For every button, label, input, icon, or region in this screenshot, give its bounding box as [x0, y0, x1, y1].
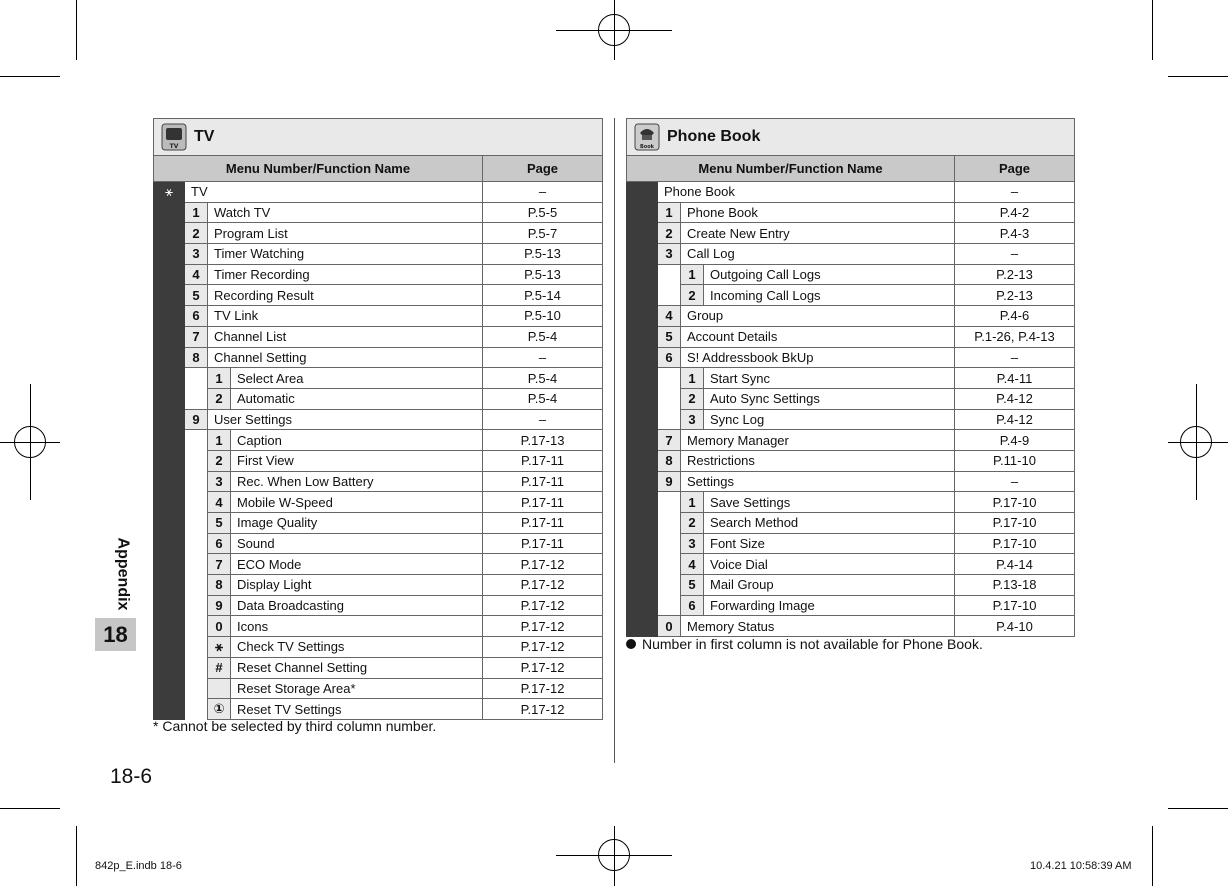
table-row	[154, 471, 603, 492]
page-ref: P.4-10	[955, 616, 1075, 637]
menu-number: 2	[681, 513, 704, 534]
table-row	[154, 368, 603, 389]
side-band	[627, 347, 658, 368]
side-band	[627, 430, 658, 451]
side-band	[154, 533, 185, 554]
function-name: Watch TV	[208, 202, 483, 223]
menu-number: 4	[658, 306, 681, 327]
side-band	[627, 244, 658, 265]
indent-cell	[185, 616, 208, 637]
indent-cell	[185, 388, 208, 409]
function-name: Incoming Call Logs	[704, 285, 955, 306]
indent-cell	[658, 575, 681, 596]
menu-number: 1	[658, 202, 681, 223]
menu-number: 3	[208, 471, 231, 492]
function-name: Group	[681, 306, 955, 327]
page-ref: P.17-10	[955, 595, 1075, 616]
function-name: Image Quality	[231, 513, 483, 534]
page-ref: P.2-13	[955, 264, 1075, 285]
table-row	[627, 285, 1075, 306]
menu-number: 7	[658, 430, 681, 451]
page-number: 18-6	[110, 765, 153, 788]
function-name: Reset TV Settings	[231, 699, 483, 720]
col-header-page: Page	[955, 156, 1075, 182]
side-band	[627, 575, 658, 596]
function-name: Display Light	[231, 575, 483, 596]
menu-number: 3	[681, 409, 704, 430]
function-name: Data Broadcasting	[231, 595, 483, 616]
menu-number: 4	[208, 492, 231, 513]
function-name: Reset Storage Area*	[231, 678, 483, 699]
footer-left: 842p_E.indb 18-6	[95, 860, 182, 872]
tv-footnote: * Cannot be selected by third column number.	[153, 718, 437, 734]
function-name: Automatic	[231, 388, 483, 409]
menu-number: 7	[185, 326, 208, 347]
indent-cell	[185, 471, 208, 492]
function-name: Auto Sync Settings	[704, 388, 955, 409]
page-ref: –	[955, 347, 1075, 368]
page-ref: P.17-12	[483, 554, 603, 575]
menu-number: 6	[681, 595, 704, 616]
table-row	[154, 699, 603, 720]
indent-cell	[658, 533, 681, 554]
function-name: S! Addressbook BkUp	[681, 347, 955, 368]
menu-number: 4	[185, 264, 208, 285]
function-name: Mobile W-Speed	[231, 492, 483, 513]
side-band	[627, 409, 658, 430]
table-row	[154, 450, 603, 471]
table-row	[154, 637, 603, 658]
section-label-text: Appendix	[114, 537, 132, 611]
table-row	[627, 202, 1075, 223]
indent-cell	[658, 513, 681, 534]
indent-cell	[658, 368, 681, 389]
table-row	[627, 223, 1075, 244]
function-name: Timer Watching	[208, 244, 483, 265]
function-name: Phone Book	[658, 182, 955, 203]
page-ref: P.17-12	[483, 657, 603, 678]
menu-number: 3	[681, 533, 704, 554]
table-row	[154, 244, 603, 265]
page-ref: P.5-4	[483, 326, 603, 347]
table-row	[627, 244, 1075, 265]
indent-cell	[658, 409, 681, 430]
page-ref: P.4-2	[955, 202, 1075, 223]
menu-number: 2	[208, 388, 231, 409]
side-band	[154, 616, 185, 637]
page-ref: P.4-11	[955, 368, 1075, 389]
function-name: Restrictions	[681, 450, 955, 471]
page-ref: P.5-4	[483, 368, 603, 389]
menu-number: 5	[208, 513, 231, 534]
side-band	[154, 409, 185, 430]
table-row	[627, 492, 1075, 513]
side-band	[627, 450, 658, 471]
side-band	[154, 513, 185, 534]
page-ref: P.17-12	[483, 699, 603, 720]
tv-icon	[160, 122, 188, 152]
table-row	[154, 223, 603, 244]
function-name: Memory Manager	[681, 430, 955, 451]
chapter-tab: 18	[95, 618, 136, 651]
table-row	[627, 471, 1075, 492]
menu-number: 1	[681, 264, 704, 285]
table-row	[154, 492, 603, 513]
page-ref: P.5-13	[483, 244, 603, 265]
table-row	[154, 388, 603, 409]
indent-cell	[185, 368, 208, 389]
side-band	[154, 326, 185, 347]
indent-cell	[185, 554, 208, 575]
table-row	[627, 575, 1075, 596]
page-ref: –	[483, 347, 603, 368]
indent-cell	[185, 492, 208, 513]
page-ref: P.5-4	[483, 388, 603, 409]
page-ref: P.17-11	[483, 471, 603, 492]
menu-number	[208, 678, 231, 699]
side-band	[627, 616, 658, 637]
tv-menu-table	[153, 118, 603, 734]
page-ref: –	[955, 244, 1075, 265]
side-band	[154, 637, 185, 658]
side-band: ⚹	[154, 182, 185, 203]
table-row	[627, 595, 1075, 616]
menu-number: 1	[185, 202, 208, 223]
table-row	[154, 575, 603, 596]
menu-number: 1	[208, 430, 231, 451]
function-name: User Settings	[208, 409, 483, 430]
table-row	[154, 616, 603, 637]
page-ref: P.17-11	[483, 513, 603, 534]
side-band	[154, 595, 185, 616]
table-row	[627, 264, 1075, 285]
indent-cell	[658, 264, 681, 285]
menu-number: 5	[185, 285, 208, 306]
page-ref: P.17-12	[483, 678, 603, 699]
side-band	[627, 388, 658, 409]
page-ref: P.17-11	[483, 533, 603, 554]
function-name: Check TV Settings	[231, 637, 483, 658]
tv-title-bar	[153, 118, 603, 155]
side-band	[154, 388, 185, 409]
function-name: Settings	[681, 471, 955, 492]
function-name: Phone Book	[681, 202, 955, 223]
page-ref: P.17-10	[955, 533, 1075, 554]
page-ref: P.17-12	[483, 575, 603, 596]
table-row	[627, 554, 1075, 575]
page-ref: P.2-13	[955, 285, 1075, 306]
page-ref: –	[955, 471, 1075, 492]
page-ref: P.4-9	[955, 430, 1075, 451]
side-band	[627, 471, 658, 492]
menu-number: 2	[681, 388, 704, 409]
indent-cell	[185, 637, 208, 658]
menu-number: 8	[185, 347, 208, 368]
side-band	[154, 347, 185, 368]
footer-right: 10.4.21 10:58:39 AM	[1030, 860, 1132, 872]
page-ref: P.5-14	[483, 285, 603, 306]
indent-cell	[658, 554, 681, 575]
table-row	[627, 450, 1075, 471]
function-name: ECO Mode	[231, 554, 483, 575]
side-band	[154, 471, 185, 492]
table-row	[154, 513, 603, 534]
function-name: TV	[185, 182, 483, 203]
table-row	[627, 388, 1075, 409]
side-band	[154, 430, 185, 451]
side-band	[154, 264, 185, 285]
table-row	[154, 285, 603, 306]
page-ref: P.17-11	[483, 450, 603, 471]
col-header-page: Page	[483, 156, 603, 182]
page-ref: P.4-3	[955, 223, 1075, 244]
page-ref: P.4-12	[955, 388, 1075, 409]
side-band	[627, 182, 658, 203]
table-row	[154, 533, 603, 554]
table-row	[627, 409, 1075, 430]
table-row	[154, 202, 603, 223]
function-name: Sound	[231, 533, 483, 554]
table-row	[154, 326, 603, 347]
side-band	[627, 285, 658, 306]
function-name: Recording Result	[208, 285, 483, 306]
menu-number: 5	[681, 575, 704, 596]
side-band	[154, 306, 185, 327]
page-ref: P.5-5	[483, 202, 603, 223]
page-ref: P.17-12	[483, 595, 603, 616]
function-name: Save Settings	[704, 492, 955, 513]
table-row	[627, 347, 1075, 368]
phonebook-table	[626, 155, 1075, 637]
side-band	[627, 533, 658, 554]
page-ref: –	[955, 182, 1075, 203]
indent-cell	[185, 450, 208, 471]
function-name: Sync Log	[704, 409, 955, 430]
menu-number: 5	[658, 326, 681, 347]
function-name: Forwarding Image	[704, 595, 955, 616]
side-band	[154, 678, 185, 699]
table-row	[154, 657, 603, 678]
side-band	[627, 368, 658, 389]
page-ref: –	[483, 182, 603, 203]
table-row	[154, 554, 603, 575]
svg-text:TV: TV	[169, 143, 179, 150]
indent-cell	[185, 699, 208, 720]
col-header-name: Menu Number/Function Name	[627, 156, 955, 182]
bullet-icon	[626, 639, 636, 649]
side-band	[627, 202, 658, 223]
menu-number: 3	[658, 244, 681, 265]
menu-number: 9	[658, 471, 681, 492]
function-name: Search Method	[704, 513, 955, 534]
function-name: Font Size	[704, 533, 955, 554]
function-name: Voice Dial	[704, 554, 955, 575]
phonebook-title: Phone Book	[667, 128, 761, 145]
menu-number: 2	[681, 285, 704, 306]
tv-table	[153, 155, 603, 720]
table-row	[154, 182, 603, 203]
function-name: Rec. When Low Battery	[231, 471, 483, 492]
menu-number: 2	[208, 450, 231, 471]
menu-number: 1	[208, 368, 231, 389]
menu-number: 0	[208, 616, 231, 637]
page-ref: P.1-26, P.4-13	[955, 326, 1075, 347]
table-row	[627, 430, 1075, 451]
phonebook-title-bar	[626, 118, 1075, 155]
menu-number: 4	[681, 554, 704, 575]
indent-cell	[658, 388, 681, 409]
page-ref: P.5-13	[483, 264, 603, 285]
side-band	[154, 699, 185, 720]
menu-number: 8	[658, 450, 681, 471]
side-band	[627, 306, 658, 327]
function-name: Memory Status	[681, 616, 955, 637]
page-ref: P.5-7	[483, 223, 603, 244]
menu-number: #	[208, 657, 231, 678]
phonebook-note-text: Number in first column is not available for Phone Book.	[642, 636, 983, 652]
indent-cell	[658, 285, 681, 306]
phonebook-footnote	[626, 636, 983, 652]
table-row	[154, 306, 603, 327]
page-ref: P.17-12	[483, 637, 603, 658]
table-row	[627, 513, 1075, 534]
menu-number: 2	[185, 223, 208, 244]
side-band	[154, 575, 185, 596]
side-band	[627, 554, 658, 575]
page-ref: –	[483, 409, 603, 430]
page-ref: P.13-18	[955, 575, 1075, 596]
menu-number: 6	[658, 347, 681, 368]
page-ref: P.4-14	[955, 554, 1075, 575]
side-band	[627, 595, 658, 616]
indent-cell	[185, 595, 208, 616]
table-row	[627, 368, 1075, 389]
page-ref: P.17-13	[483, 430, 603, 451]
menu-number: 6	[208, 533, 231, 554]
side-band	[154, 492, 185, 513]
menu-number: ①	[208, 699, 231, 720]
table-row	[627, 306, 1075, 327]
side-band	[627, 513, 658, 534]
function-name: Select Area	[231, 368, 483, 389]
indent-cell	[658, 595, 681, 616]
side-band	[154, 368, 185, 389]
menu-number: ⚹	[208, 637, 231, 658]
table-row	[627, 326, 1075, 347]
table-row	[154, 595, 603, 616]
function-name: Mail Group	[704, 575, 955, 596]
menu-number: 2	[658, 223, 681, 244]
function-name: Channel List	[208, 326, 483, 347]
side-band	[154, 554, 185, 575]
menu-number: 8	[208, 575, 231, 596]
indent-cell	[185, 657, 208, 678]
function-name: Channel Setting	[208, 347, 483, 368]
side-band	[154, 450, 185, 471]
function-name: Account Details	[681, 326, 955, 347]
page-ref: P.5-10	[483, 306, 603, 327]
phonebook-icon	[633, 122, 661, 152]
function-name: Call Log	[681, 244, 955, 265]
table-row	[154, 678, 603, 699]
indent-cell	[658, 492, 681, 513]
col-header-name: Menu Number/Function Name	[154, 156, 483, 182]
table-row	[627, 616, 1075, 637]
function-name: Program List	[208, 223, 483, 244]
indent-cell	[185, 430, 208, 451]
function-name: Outgoing Call Logs	[704, 264, 955, 285]
table-row	[627, 533, 1075, 554]
phonebook-menu-table	[626, 118, 1075, 652]
menu-number: 9	[208, 595, 231, 616]
function-name: Start Sync	[704, 368, 955, 389]
side-band	[627, 492, 658, 513]
function-name: TV Link	[208, 306, 483, 327]
indent-cell	[185, 575, 208, 596]
function-name: Create New Entry	[681, 223, 955, 244]
page-ref: P.17-11	[483, 492, 603, 513]
side-band	[154, 285, 185, 306]
function-name: First View	[231, 450, 483, 471]
menu-number: 1	[681, 368, 704, 389]
page-ref: P.17-12	[483, 616, 603, 637]
menu-number: 0	[658, 616, 681, 637]
page-ref: P.11-10	[955, 450, 1075, 471]
menu-number: 3	[185, 244, 208, 265]
page-ref: P.4-12	[955, 409, 1075, 430]
page-ref: P.17-10	[955, 492, 1075, 513]
table-row	[627, 182, 1075, 203]
table-row	[154, 347, 603, 368]
table-row	[154, 409, 603, 430]
menu-number: 6	[185, 306, 208, 327]
svg-text:Book: Book	[639, 144, 655, 150]
side-band	[154, 657, 185, 678]
side-band	[154, 202, 185, 223]
menu-number: 1	[681, 492, 704, 513]
indent-cell	[185, 513, 208, 534]
menu-number: 9	[185, 409, 208, 430]
page-ref: P.17-10	[955, 513, 1075, 534]
function-name: Icons	[231, 616, 483, 637]
side-band	[627, 326, 658, 347]
side-band	[154, 244, 185, 265]
indent-cell	[185, 533, 208, 554]
side-band	[627, 223, 658, 244]
table-row	[154, 430, 603, 451]
side-band	[154, 223, 185, 244]
menu-number: 7	[208, 554, 231, 575]
table-row	[154, 264, 603, 285]
function-name: Timer Recording	[208, 264, 483, 285]
page-ref: P.4-6	[955, 306, 1075, 327]
function-name: Reset Channel Setting	[231, 657, 483, 678]
side-band	[627, 264, 658, 285]
tv-title: TV	[194, 128, 215, 145]
function-name: Caption	[231, 430, 483, 451]
indent-cell	[185, 678, 208, 699]
section-label	[112, 537, 132, 617]
